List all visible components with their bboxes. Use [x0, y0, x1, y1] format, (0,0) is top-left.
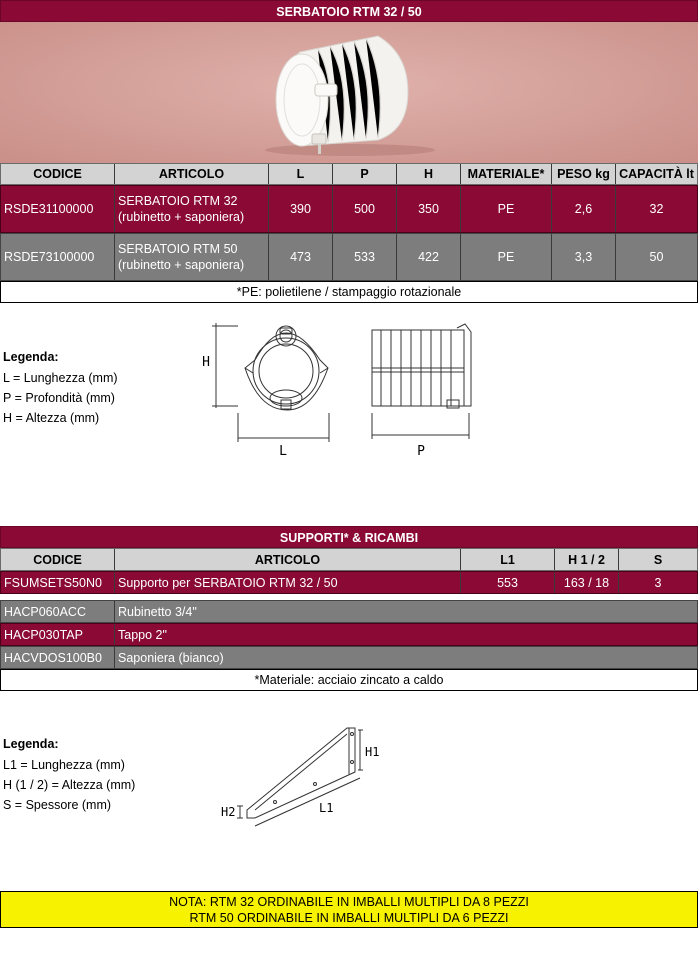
dim-label-l1: L1: [319, 801, 334, 815]
dim-label-p: P: [417, 444, 425, 459]
legend-support-dimensions: [3, 737, 193, 812]
articolo-name: SERBATOIO RTM 32: [118, 194, 238, 208]
legend-title: Legenda:: [3, 737, 59, 751]
col-articolo: ARTICOLO: [115, 164, 269, 184]
h12-cell: 163 / 18: [555, 572, 619, 593]
col-materiale: MATERIALE*: [461, 164, 552, 184]
supports-table-header: [0, 548, 698, 571]
legend-title: Legenda:: [3, 350, 59, 364]
l-cell: 473: [269, 234, 333, 280]
articolo-detail: (rubinetto + saponiera): [118, 258, 245, 272]
col-p: P: [333, 164, 397, 184]
ordering-note-line: NOTA: RTM 32 ORDINABILE IN IMBALLI MULTIPLI DA 8 PEZZI: [169, 895, 529, 909]
tank-material-note: *PE: polietilene / stampaggio rotazionale: [0, 281, 698, 303]
peso-cell: 3,3: [552, 234, 616, 280]
ordering-note-line: RTM 50 ORDINABILE IN IMBALLI MULTIPLI DA 6 PEZZI: [189, 911, 509, 925]
tank-section-title: SERBATOIO RTM 32 / 50: [0, 0, 698, 22]
table-row: [0, 571, 698, 594]
ordering-note: [0, 891, 698, 928]
col-articolo: ARTICOLO: [115, 549, 461, 570]
articolo-cell: Supporto per SERBATOIO RTM 32 / 50: [115, 572, 461, 593]
articolo-detail: (rubinetto + saponiera): [118, 210, 245, 224]
dim-label-h: H: [202, 355, 210, 370]
table-row: [0, 600, 698, 623]
articolo-cell: [115, 186, 269, 232]
col-l1: L1: [461, 549, 555, 570]
p-cell: 500: [333, 186, 397, 232]
supports-material-note: *Materiale: acciaio zincato a caldo: [0, 669, 698, 691]
legend-dimensions: [3, 350, 183, 425]
articolo-cell: Saponiera (bianco): [118, 650, 224, 665]
codice-cell: RSDE31100000: [1, 186, 115, 232]
h-cell: 422: [397, 234, 461, 280]
legend-line: S = Spessore (mm): [3, 798, 112, 812]
tank-table-header: [0, 163, 698, 185]
articolo-cell: Tappo 2": [118, 627, 167, 642]
legend-line: P = Profondità (mm): [3, 391, 115, 405]
legend-line: L1 = Lunghezza (mm): [3, 758, 125, 772]
table-row: [0, 185, 698, 233]
codice-cell: HACP060ACC: [1, 601, 115, 622]
codice-cell: HACP030TAP: [1, 624, 115, 645]
col-codice: CODICE: [1, 549, 115, 570]
h-cell: 350: [397, 186, 461, 232]
capacita-cell: 32: [649, 202, 664, 216]
s-cell: 3: [654, 575, 662, 590]
l1-cell: 553: [461, 572, 555, 593]
codice-cell: RSDE73100000: [1, 234, 115, 280]
materiale-cell: PE: [461, 186, 552, 232]
col-capacita: CAPACITÀ lt: [619, 167, 694, 181]
articolo-cell: [115, 234, 269, 280]
supports-section-title: SUPPORTI* & RICAMBI: [0, 526, 698, 548]
legend-line: H (1 / 2) = Altezza (mm): [3, 778, 136, 792]
table-row: [0, 623, 698, 646]
capacita-cell: 50: [649, 250, 664, 264]
materiale-cell: PE: [461, 234, 552, 280]
tank-photo: [0, 22, 698, 163]
tank-product-image: [0, 22, 698, 163]
p-cell: 533: [333, 234, 397, 280]
articolo-name: SERBATOIO RTM 50: [118, 242, 238, 256]
col-s: S: [653, 552, 663, 567]
support-dimension-drawing: [215, 722, 390, 832]
col-h: H: [397, 164, 461, 184]
table-row: [0, 233, 698, 281]
col-codice: CODICE: [1, 164, 115, 184]
codice-cell: HACVDOS100B0: [1, 647, 115, 668]
articolo-cell: Rubinetto 3/4": [118, 604, 197, 619]
dim-label-h2: H2: [221, 805, 236, 819]
dim-label-l: L: [279, 444, 287, 459]
col-l: L: [269, 164, 333, 184]
l-cell: 390: [269, 186, 333, 232]
tank-dimension-drawing: [195, 318, 495, 463]
peso-cell: 2,6: [552, 186, 616, 232]
dim-label-h1: H1: [365, 745, 380, 759]
table-row: [0, 646, 698, 669]
col-peso: PESO kg: [552, 164, 616, 184]
legend-line: H = Altezza (mm): [3, 411, 100, 425]
codice-cell: FSUMSETS50N0: [1, 572, 115, 593]
col-h12: H 1 / 2: [555, 549, 619, 570]
legend-line: L = Lunghezza (mm): [3, 371, 118, 385]
